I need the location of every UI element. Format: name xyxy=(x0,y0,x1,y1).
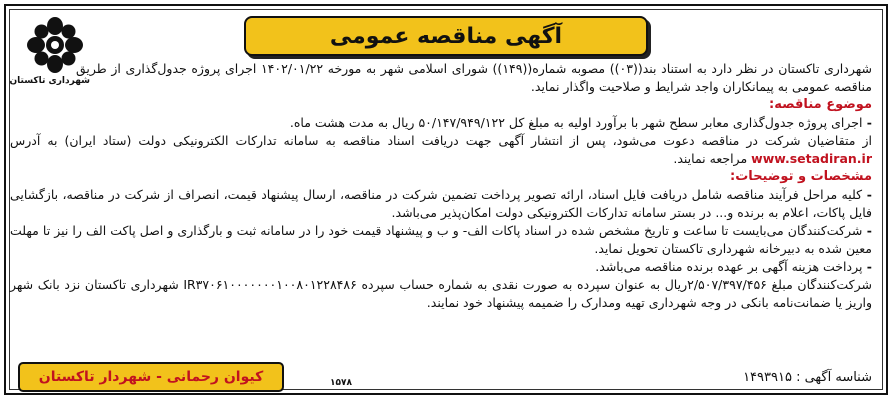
notice-title: آگهی مناقصه عمومی xyxy=(329,23,563,49)
specs-item-1 xyxy=(10,186,872,222)
specs-item-1-text: کلیه مراحل فرآیند مناقصه شامل دریافت فایل اسناد، ارائه تصویر پرداخت تضمین شرکت در مناقصه، ارسال پیشنهاد قیمت، انصراف از شرکت در مناقصه، بازگشایی فایل پاکات، اعلام به برنده و... در بستر سامانه تدارکات الکترونیکی دولت امکان‌پذیر می‌باشد. xyxy=(10,187,872,220)
intro-block xyxy=(76,60,872,96)
subject-line-2-end: مراجعه نمایند. xyxy=(673,151,748,166)
deposit-paragraph: شرکت‌کنندگان مبلغ ۲/۵۰۷/۳۹۷/۴۵۶ریال به عنوان سپرده به صورت نقدی به شماره حساب سپرده IR۳۷۰۶۱۰۰۰۰۰۰۰۱۰۰۸۰۱۲۲۸۴۸۶ شهرداری تاکستان نزد بانک شهر واریز یا ضمانت‌نامه بانکی در وجه شهرداری تهیه ومدارک را ضمیمه پیشنهاد خود نمایند. xyxy=(10,277,872,310)
subject-section xyxy=(10,96,872,312)
subject-heading: موضوع مناقصه: xyxy=(769,97,872,112)
ad-id: شناسه آگهی : ۱۴۹۳۹۱۵ xyxy=(743,370,872,385)
subject-line-1-text: اجرای پروژه جدول‌گذاری معابر سطح شهر با برآورد اولیه به مبلغ کل ۵۰/۱۴۷/۹۴۹/۱۲۲ ریال به مدت هشت ماه. xyxy=(289,115,863,130)
notice-frame xyxy=(4,4,888,395)
specs-item-2 xyxy=(10,222,872,258)
signature-bar xyxy=(18,362,284,392)
subject-line-1 xyxy=(10,114,872,132)
specs-heading: مشخصات و توضیحات: xyxy=(730,169,872,184)
subject-line-2-text: از متقاضیان شرکت در مناقصه دعوت می‌شود، پس از انتشار آگهی جهت دریافت اسناد مناقصه به سامانه تدارکات الکترونیکی دولت (ستاد ایران) به آدرس xyxy=(10,133,872,148)
specs-item-3-text: پرداخت هزینه آگهی بر عهده برنده مناقصه می‌باشد. xyxy=(595,259,863,274)
subject-line-2 xyxy=(10,132,872,168)
page-number: ۱۵۷۸ xyxy=(330,378,352,388)
intro-paragraph: شهرداری تاکستان در نظر دارد به استناد بند((۰۳)) مصوبه شماره((۱۴۹)) شورای اسلامی شهر به مورخه ۱۴۰۲/۰۱/۲۲ اجرای پروژه جدول‌گذاری از طریق مناقصه عمومی به پیمانکاران واجد شرایط و صلاحیت واگذار نماید. xyxy=(76,61,872,94)
specs-item-2-text: شرکت‌کنندگان می‌بایست تا ساعت و تاریخ مشخص شده در اسناد پاکات الف- و ب و پیشنهاد قیمت خود را در سامانه ثبت و بارگذاری و اصل پاکت الف را نیز تا مهلت معین شده به دبیرخانه شهرداری تاکستان تحویل نماید. xyxy=(10,223,872,256)
signature: کیوان رحمانی - شهردار تاکستان xyxy=(38,369,264,385)
title-banner xyxy=(244,16,648,56)
specs-item-3 xyxy=(10,258,872,276)
setadiran-link[interactable]: www.setadiran.ir xyxy=(751,151,872,166)
logo-caption: شهرداری تاکستان xyxy=(9,76,90,86)
